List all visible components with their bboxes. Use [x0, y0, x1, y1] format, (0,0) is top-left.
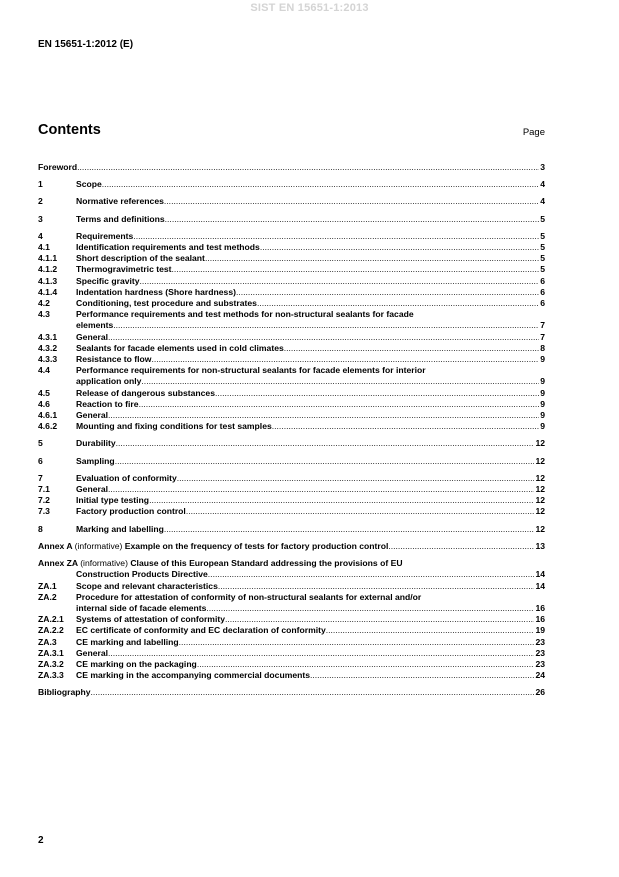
toc-leader: [133, 231, 539, 242]
toc-section-number: ZA.2: [38, 591, 57, 602]
toc-leader: [77, 162, 539, 173]
toc-row: [38, 473, 545, 484]
toc-entry-title: Evaluation of conformity: [76, 472, 177, 483]
toc-entry-title: CE marking on the packaging: [76, 658, 197, 669]
toc-row: [38, 332, 545, 343]
toc-leader: [113, 320, 539, 331]
toc-page-number: 12: [535, 472, 545, 483]
toc-entry-title: Bibliography: [38, 687, 91, 698]
toc-page-number: 5: [540, 213, 545, 224]
toc-page-number: 9: [540, 354, 545, 365]
toc-page-number: 16: [535, 602, 545, 613]
toc-entry-title: Durability: [76, 438, 116, 449]
toc-annex-id: Annex ZA: [38, 558, 78, 569]
toc-entry[interactable]: [38, 309, 545, 331]
toc-section-number: ZA.2.1: [38, 614, 64, 625]
toc-page-number: 3: [540, 162, 545, 172]
toc-page-number: 13: [535, 540, 545, 551]
toc-row: [38, 581, 545, 592]
toc-leader: [272, 421, 539, 432]
toc-entry-title: Conditioning, test procedure and substrates: [76, 298, 257, 309]
toc-entry[interactable]: [38, 365, 545, 387]
toc-entry-title: Performance requirements for non-structural sealants for facade elements for interior: [76, 365, 426, 376]
toc-entry-title: Indentation hardness (Shore hardness): [76, 286, 236, 297]
toc-page-number: 9: [540, 376, 545, 387]
toc-entry-title-continued: elements: [76, 320, 114, 331]
toc-page-number: 5: [540, 253, 545, 264]
toc-title-wrap: [76, 581, 534, 592]
toc-page-number: 23: [535, 636, 545, 647]
toc-leader: [91, 687, 535, 698]
toc-row: [38, 388, 545, 399]
toc-entry-title: General: [76, 410, 109, 421]
toc-section-number: ZA.2.2: [38, 625, 64, 636]
toc-page-number: 16: [535, 614, 545, 625]
toc-title-wrap: [76, 376, 539, 387]
toc-title-wrap: [76, 298, 539, 309]
toc-leader: [310, 670, 534, 681]
toc-section-number: 4.6.2: [38, 421, 58, 432]
toc-leader: [172, 264, 540, 275]
toc-entry[interactable]: [38, 242, 545, 253]
toc-title-wrap: [76, 456, 534, 467]
toc-leader: [108, 648, 534, 659]
toc-title-wrap: [76, 670, 534, 681]
toc-entry[interactable]: [38, 332, 545, 343]
toc-entry-title: Procedure for attestation of conformity of non-structural sealants for external and/or: [76, 591, 422, 602]
toc-row: [38, 253, 545, 264]
toc-entry-title: Systems of attestation of conformity: [76, 614, 225, 625]
toc-title-wrap: [76, 399, 539, 410]
toc-title-wrap: [76, 506, 534, 517]
toc-row: [38, 264, 545, 275]
toc-leader: [326, 625, 535, 636]
toc-entry[interactable]: [38, 456, 545, 467]
toc-entry[interactable]: [38, 614, 545, 625]
toc-row-continued: [38, 320, 545, 331]
toc-entry[interactable]: [38, 670, 545, 681]
toc-section-number: 4.1.4: [38, 286, 58, 297]
toc-page-number: 9: [540, 398, 545, 409]
toc-title-wrap: [76, 410, 539, 421]
toc-row: [38, 287, 545, 298]
toc-section-number: 8: [38, 523, 43, 534]
toc-page-number: 7: [540, 331, 545, 342]
toc-page-number: 26: [535, 687, 545, 698]
toc-entry-title: Release of dangerous substances: [76, 387, 215, 398]
toc-leader: [215, 388, 539, 399]
toc-section-number: 4.5: [38, 387, 50, 398]
toc-entry-title: CE marking in the accompanying commercial documents: [76, 670, 311, 681]
toc-leader: [260, 242, 539, 253]
toc-entry[interactable]: [38, 687, 545, 698]
toc-leader: [284, 343, 539, 354]
toc-leader: [218, 581, 535, 592]
toc-entry-title: Foreword: [38, 162, 78, 172]
toc-section-number: 4.1.1: [38, 253, 58, 264]
toc-row: [38, 162, 545, 173]
toc-row: [38, 541, 545, 552]
toc-section-number: 1: [38, 179, 43, 190]
toc-title-wrap: [76, 484, 534, 495]
toc-title-wrap: [76, 592, 545, 603]
toc-row: [38, 309, 545, 320]
toc-entry[interactable]: [38, 343, 545, 354]
contents-title: Contents: [38, 122, 101, 138]
toc-row-continued: [38, 376, 545, 387]
toc-page-number: 5: [540, 230, 545, 241]
toc-entry-title: Thermogravimetric test: [76, 264, 172, 275]
toc-page-number: 9: [540, 387, 545, 398]
toc-entry[interactable]: [38, 473, 545, 484]
toc-row: [38, 365, 545, 376]
toc-entry-title: General: [76, 484, 109, 495]
toc-leader: [197, 659, 535, 670]
toc-row: [38, 343, 545, 354]
toc-title-wrap: [76, 309, 545, 320]
toc-entry-title-continued: application only: [76, 376, 142, 387]
toc-title-wrap: [38, 162, 539, 173]
toc-row: [38, 179, 545, 190]
toc-leader: [108, 410, 539, 421]
toc-section-number: 4.2: [38, 298, 50, 309]
toc-entry[interactable]: [38, 495, 545, 506]
toc-leader: [208, 569, 535, 580]
toc-section-number: ZA.1: [38, 580, 57, 591]
toc-row: [38, 298, 545, 309]
toc-page-number: 23: [535, 647, 545, 658]
toc-entry[interactable]: [38, 637, 545, 648]
toc-entry-title: General: [76, 331, 109, 342]
toc-entry[interactable]: [38, 659, 545, 670]
toc-row: [38, 354, 545, 365]
toc-title-wrap: [76, 196, 539, 207]
toc-section-number: 4.3: [38, 309, 50, 320]
toc-entry[interactable]: [38, 506, 545, 517]
toc-title-wrap: [76, 648, 534, 659]
toc-title-wrap: [76, 625, 534, 636]
toc-leader: [186, 506, 535, 517]
toc-title-wrap: [76, 603, 534, 614]
toc-leader: [149, 495, 534, 506]
toc-entry-title: EC certificate of conformity and EC declaration of conformity: [76, 625, 326, 636]
toc-section-number: ZA.3.1: [38, 647, 64, 658]
toc-page-number: 6: [540, 298, 545, 309]
toc-leader: [141, 376, 539, 387]
toc-row: [38, 456, 545, 467]
toc-leader: [139, 399, 540, 410]
toc-entry-title: Reaction to fire: [76, 398, 139, 409]
toc-section-number: 2: [38, 196, 43, 207]
toc-entry-title: Mounting and fixing conditions for test samples: [76, 421, 272, 432]
toc-page-number: 12: [535, 484, 545, 495]
toc-row: [38, 214, 545, 225]
toc-section-number: 4.3.2: [38, 342, 58, 353]
toc-row: [38, 524, 545, 535]
toc-entry-title-continued: internal side of facade elements: [76, 602, 207, 613]
toc-row: [38, 495, 545, 506]
toc-entry-title: Scope: [76, 179, 102, 190]
toc-entry[interactable]: [38, 276, 545, 287]
toc-entry-title: Resistance to flow: [76, 354, 152, 365]
toc-leader: [108, 484, 534, 495]
toc-entry[interactable]: [38, 558, 545, 580]
toc-section-number: 7.3: [38, 506, 50, 517]
toc-page-number: 12: [535, 455, 545, 466]
toc-section-number: 4.3.3: [38, 354, 58, 365]
toc-row: [38, 625, 545, 636]
toc-entry[interactable]: [38, 264, 545, 275]
toc-entry-title: Example on the frequency of tests for factory production control: [124, 540, 389, 551]
toc-entry[interactable]: [38, 162, 545, 173]
toc-title-wrap: [76, 264, 539, 275]
toc-leader: [116, 438, 535, 449]
toc-leader: [257, 298, 539, 309]
toc-row: [38, 438, 545, 449]
toc-row-continued: [38, 569, 545, 580]
toc-entry[interactable]: [38, 625, 545, 636]
toc-title-wrap: [76, 438, 534, 449]
toc-row: [38, 399, 545, 410]
toc-title-wrap: [76, 637, 534, 648]
toc-title-wrap: [76, 569, 534, 580]
toc-leader: [140, 276, 540, 287]
toc-entry-title: Clause of this European Standard addressing the provisions of EU: [130, 558, 403, 569]
toc-title-wrap: [76, 242, 539, 253]
toc-annex-id: Annex A: [38, 540, 73, 551]
toc-entry[interactable]: [38, 388, 545, 399]
toc-title-wrap: [76, 421, 539, 432]
toc-annex-type: (informative): [74, 540, 123, 551]
toc-row-continued: [38, 603, 545, 614]
toc-entry[interactable]: [38, 421, 545, 432]
toc-row: [38, 558, 545, 569]
toc-row: [38, 648, 545, 659]
toc-title-wrap: [38, 558, 545, 569]
toc-entry-title: Normative references: [76, 196, 164, 207]
toc-section-number: 7.1: [38, 484, 50, 495]
toc-entry-title-continued: Construction Products Directive: [76, 569, 208, 580]
toc-leader: [225, 614, 534, 625]
toc-page-number: 19: [535, 625, 545, 636]
toc-title-wrap: [76, 495, 534, 506]
toc-entry[interactable]: [38, 179, 545, 190]
toc-title-wrap: [76, 614, 534, 625]
toc-row: [38, 410, 545, 421]
toc-annex-label: [38, 558, 403, 569]
toc-page-number: 14: [535, 580, 545, 591]
toc-title-wrap: [76, 473, 534, 484]
toc-page-number: 6: [540, 286, 545, 297]
toc-row: [38, 687, 545, 698]
toc-leader: [165, 214, 540, 225]
toc-title-wrap: [76, 659, 534, 670]
toc-section-number: ZA.3.3: [38, 670, 64, 681]
toc-page-number: 12: [535, 438, 545, 449]
toc-section-number: 4.1: [38, 242, 50, 253]
toc-entry-title: Marking and labelling: [76, 523, 164, 534]
toc-entry-title: Specific gravity: [76, 275, 140, 286]
toc-annex-label: [38, 541, 388, 552]
toc-entry-title: Requirements: [76, 230, 134, 241]
toc-page-number: 8: [540, 342, 545, 353]
toc-annex-type: (informative): [80, 558, 128, 569]
toc-row: [38, 614, 545, 625]
page-number: 2: [38, 835, 44, 846]
toc-entry-title: Sealants for facade elements used in cold climates: [76, 342, 284, 353]
toc-entry[interactable]: [38, 287, 545, 298]
toc-entry[interactable]: [38, 354, 545, 365]
toc-section-number: 4.6: [38, 398, 50, 409]
toc-title-wrap: [76, 179, 539, 190]
table-of-contents: [38, 162, 545, 699]
toc-row: [38, 242, 545, 253]
toc-entry-title: Identification requirements and test methods: [76, 242, 260, 253]
toc-entry-title: Initial type testing: [76, 495, 150, 506]
toc-section-number: 3: [38, 213, 43, 224]
toc-title-wrap: [76, 524, 534, 535]
toc-page-number: 5: [540, 242, 545, 253]
toc-page-number: 23: [535, 658, 545, 669]
toc-section-number: 4: [38, 230, 43, 241]
toc-entry-title: General: [76, 647, 109, 658]
toc-row: [38, 421, 545, 432]
toc-title-wrap: [38, 687, 534, 698]
toc-entry[interactable]: [38, 524, 545, 535]
toc-page-number: 12: [535, 506, 545, 517]
toc-row: [38, 196, 545, 207]
toc-section-number: ZA.3: [38, 636, 57, 647]
toc-entry[interactable]: [38, 253, 545, 264]
toc-section-number: 4.4: [38, 365, 50, 376]
toc-title-wrap: [76, 365, 545, 376]
toc-entry[interactable]: [38, 298, 545, 309]
toc-entry[interactable]: [38, 581, 545, 592]
toc-entry[interactable]: [38, 410, 545, 421]
toc-leader: [205, 253, 539, 264]
toc-row: [38, 484, 545, 495]
toc-row: [38, 506, 545, 517]
toc-title-wrap: [76, 388, 539, 399]
watermark: SIST EN 15651-1:2013: [250, 2, 369, 14]
toc-leader: [236, 287, 539, 298]
page-column-label: Page: [522, 127, 545, 138]
toc-leader: [115, 456, 535, 467]
toc-row: [38, 231, 545, 242]
toc-page-number: 9: [540, 421, 545, 432]
toc-leader: [177, 473, 535, 484]
toc-entry[interactable]: [38, 648, 545, 659]
toc-section-number: 4.1.3: [38, 275, 58, 286]
toc-page-number: 12: [535, 495, 545, 506]
toc-section-number: 6: [38, 455, 43, 466]
toc-page-number: 12: [535, 523, 545, 534]
toc-page-number: 9: [540, 410, 545, 421]
toc-entry-title: Scope and relevant characteristics: [76, 580, 218, 591]
toc-row: [38, 637, 545, 648]
toc-title-wrap: [76, 231, 539, 242]
toc-leader: [388, 541, 534, 552]
toc-leader: [108, 332, 539, 343]
toc-leader: [102, 179, 539, 190]
toc-row: [38, 276, 545, 287]
toc-page-number: 4: [540, 179, 545, 190]
toc-title-wrap: [76, 214, 539, 225]
toc-entry[interactable]: [38, 214, 545, 225]
toc-title-wrap: [76, 332, 539, 343]
toc-leader: [164, 196, 539, 207]
toc-title-wrap: [76, 287, 539, 298]
toc-section-number: ZA.3.2: [38, 658, 64, 669]
toc-row: [38, 670, 545, 681]
toc-section-number: 4.1.2: [38, 264, 58, 275]
toc-entry-title: CE marking and labelling: [76, 636, 179, 647]
toc-entry[interactable]: [38, 484, 545, 495]
document-id: EN 15651-1:2012 (E): [38, 39, 134, 50]
toc-section-number: 7: [38, 472, 43, 483]
toc-entry[interactable]: [38, 399, 545, 410]
toc-entry-title: Sampling: [76, 455, 115, 466]
toc-entry[interactable]: [38, 438, 545, 449]
toc-page-number: 7: [540, 320, 545, 331]
toc-leader: [151, 354, 539, 365]
toc-entry-title: Factory production control: [76, 506, 186, 517]
toc-title-wrap: [76, 354, 539, 365]
toc-entry[interactable]: [38, 541, 545, 552]
toc-title-wrap: [76, 320, 539, 331]
toc-entry[interactable]: [38, 592, 545, 614]
toc-title-wrap: [76, 253, 539, 264]
toc-entry-title: Terms and definitions: [76, 213, 165, 224]
toc-entry-title: Performance requirements and test methods for non-structural sealants for facade: [76, 309, 414, 320]
toc-section-number: 4.6.1: [38, 410, 58, 421]
toc-page-number: 4: [540, 196, 545, 207]
toc-section-number: 4.3.1: [38, 331, 58, 342]
toc-row: [38, 659, 545, 670]
toc-section-number: 7.2: [38, 495, 50, 506]
toc-entry[interactable]: [38, 196, 545, 207]
toc-page-number: 14: [535, 569, 545, 580]
toc-entry-title: Short description of the sealant: [76, 253, 205, 264]
toc-leader: [206, 603, 534, 614]
toc-section-number: 5: [38, 438, 43, 449]
toc-title-wrap: [38, 541, 534, 552]
toc-page-number: 6: [540, 275, 545, 286]
toc-title-wrap: [76, 276, 539, 287]
toc-title-wrap: [76, 343, 539, 354]
toc-leader: [179, 637, 535, 648]
toc-page-number: 5: [540, 264, 545, 275]
toc-entry[interactable]: [38, 231, 545, 242]
toc-page-number: 24: [535, 670, 545, 681]
toc-leader: [164, 524, 535, 535]
toc-row: [38, 592, 545, 603]
